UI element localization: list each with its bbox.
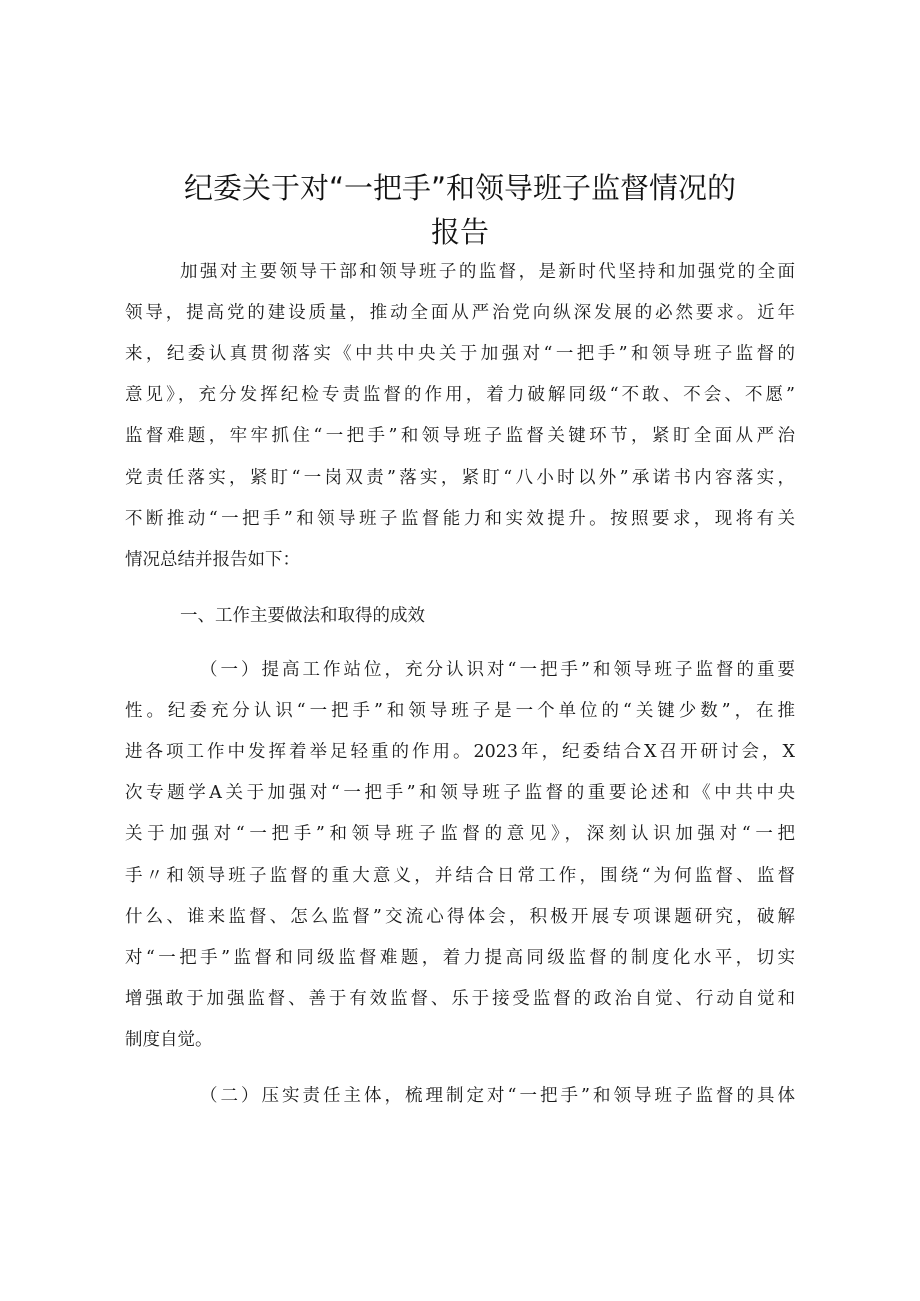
paragraph-line: 意见》，充分发挥纪检专责监督的作用，着力破解同级“不敢、不会、不愿” <box>125 385 795 405</box>
paragraph-line: 来，纪委认真贯彻落实《中共中央关于加强对“一把手”和领导班子监督的 <box>125 344 795 364</box>
paragraph-line: 监督难题，牢牢抓住“一把手”和领导班子监督关键环节，紧盯全面从严治 <box>125 426 795 446</box>
paragraph-line: 情况总结并报告如下： <box>125 550 300 570</box>
paragraph-line: 次专题学A关于加强对“一把手”和领导班子监督的重要论述和《中共中央 <box>125 783 795 803</box>
paragraph-line: 什么、谁来监督、怎么监督”交流心得体会，积极开展专项课题研究，破解 <box>125 907 795 927</box>
paragraph-line: 进各项工作中发挥着举足轻重的作用。2023年，纪委结合X召开研讨会，X <box>125 742 795 762</box>
paragraph-line: （一）提高工作站位，充分认识对“一把手”和领导班子监督的重要 <box>200 660 795 680</box>
paragraph-line: 领导，提高党的建设质量，推动全面从严治党向纵深发展的必然要求。近年 <box>125 303 795 323</box>
paragraph-line: 性。纪委充分认识“一把手”和领导班子是一个单位的“关键少数”，在推 <box>125 701 795 721</box>
paragraph-line: （二）压实责任主体，梳理制定对“一把手”和领导班子监督的具体 <box>200 1086 795 1106</box>
paragraph-line: 手〃和领导班子监督的重大意义，并结合日常工作，围绕“为何监督、监督 <box>125 866 795 886</box>
section-heading: 一、工作主要做法和取得的成效 <box>180 606 425 626</box>
paragraph-line: 加强对主要领导干部和领导班子的监督，是新时代坚持和加强党的全面 <box>180 262 795 282</box>
paragraph-line: 对“一把手”监督和同级监督难题，着力提高同级监督的制度化水平，切实 <box>125 948 795 968</box>
document-title-line-2: 报告 <box>430 215 489 249</box>
paragraph-line: 增强敢于加强监督、善于有效监督、乐于接受监督的政治自觉、行动自觉和 <box>125 989 795 1009</box>
paragraph-line: 党责任落实，紧盯“一岗双责”落实，紧盯“八小时以外”承诺书内容落实， <box>125 468 795 488</box>
paragraph-line: 关于加强对“一把手”和领导班子监督的意见》，深刻认识加强对“一把 <box>125 824 795 844</box>
document-title-line-1: 纪委关于对“一把手”和领导班子监督情况的 <box>183 171 737 205</box>
paragraph-line: 制度自觉。 <box>125 1030 213 1050</box>
paragraph-line: 不断推动“一把手”和领导班子监督能力和实效提升。按照要求，现将有关 <box>125 509 795 529</box>
